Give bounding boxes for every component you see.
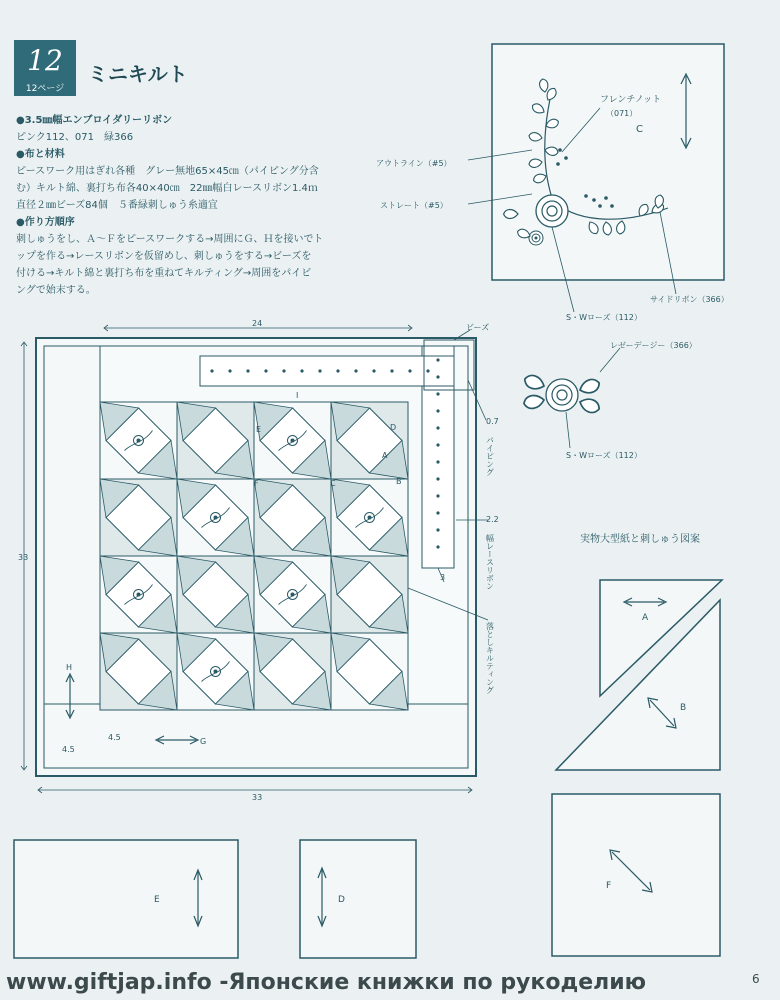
steps-heading: ●作り方順序: [16, 217, 75, 228]
quilting-label: 落としキルティング: [485, 622, 495, 694]
template-e: [14, 840, 238, 958]
bead-icon: [282, 369, 285, 372]
sw-rose-label-1: S・Wローズ（112）: [566, 313, 642, 322]
bead-icon: [408, 369, 411, 372]
dim-corner: 4.5: [62, 745, 75, 754]
side-ribbon-label: サイドリボン（366）: [650, 295, 729, 304]
bead-icon: [210, 369, 213, 372]
ribbon-heading: ●3.5㎜幅エンブロイダリーリボン: [16, 115, 173, 126]
sw-rose-label-2: S・Wローズ（112）: [566, 451, 642, 460]
box-c-label: C: [636, 124, 643, 135]
piece-label-e: E: [256, 425, 262, 434]
bead-icon: [436, 426, 439, 429]
templates-heading: 実物大型紙と刺しゅう図案: [580, 534, 700, 545]
dim-bottom: 33: [252, 793, 263, 802]
bead-icon: [436, 358, 439, 361]
page-number: 6: [752, 972, 760, 986]
piping-size: 0.7: [486, 417, 499, 426]
steps-line-3: 付ける→キルト綿と裏打ち布を重ねてキルティング→周囲をパイビ: [16, 268, 312, 279]
page-title: ミニキルト: [88, 62, 188, 86]
fabric-line-3: 直径２㎜ビーズ84個 ５番緑刺しゅう糸適宜: [16, 200, 218, 211]
fabric-heading: ●布と材料: [16, 149, 65, 160]
watermark-text: www.giftjap.info -Японские книжки по рукоделию: [6, 970, 647, 995]
label-g: G: [200, 737, 207, 746]
template-f: [552, 794, 720, 956]
template-d: [300, 840, 416, 958]
bead-icon: [264, 369, 267, 372]
bead-icon: [436, 443, 439, 446]
lazy-daisy-label: レゼーデージー（366）: [610, 341, 697, 350]
bead-icon: [436, 545, 439, 548]
outline-stitch-label: アウトライン（#5）: [376, 159, 452, 168]
pattern-number: 12: [14, 40, 76, 82]
steps-line-1: 刺しゅうをし、Ａ～Ｆをピースワークする→周囲にＧ、Ｈを接いでト: [16, 234, 324, 245]
dim-inner: 4.5: [108, 733, 121, 742]
piece-label-f: F: [254, 479, 259, 488]
template-f-label: F: [606, 881, 612, 891]
lace-label: 幅レースリボン: [485, 534, 495, 590]
bead-icon: [318, 369, 321, 372]
bead-icon: [300, 369, 303, 372]
lace-size: 2.2: [486, 515, 499, 524]
template-a-label: A: [642, 613, 649, 623]
steps-line-2: ップを作る→レースリボンを仮留めし、刺しゅうをする→ビーズを: [16, 251, 312, 262]
template-d-label: D: [338, 895, 345, 905]
dim-top: 24: [252, 319, 263, 328]
bead-icon: [436, 392, 439, 395]
straight-stitch-label: ストレート（#5）: [380, 201, 448, 210]
bead-icon: [436, 375, 439, 378]
lace-end: 3: [440, 573, 446, 582]
bead-icon: [436, 528, 439, 531]
steps-line-4: ングで始末する。: [16, 285, 96, 296]
bead-icon: [436, 460, 439, 463]
french-knot-label: フレンチノット: [600, 95, 662, 105]
bead-icon: [436, 511, 439, 514]
piece-label-b: B: [396, 477, 402, 486]
watermark-footer: [0, 966, 780, 1000]
bead-icon: [372, 369, 375, 372]
bead-icon: [336, 369, 339, 372]
embroidery-box-c: [468, 44, 724, 312]
fabric-line-2: む）キルト綿、裏打ち布各40×40㎝ 22㎜幅白レースリボン1.4ｍ: [16, 183, 318, 194]
bead-icon: [436, 409, 439, 412]
label-i: I: [296, 391, 299, 400]
bead-icon: [436, 477, 439, 480]
piece-label-d: D: [390, 423, 397, 432]
ribbon-colors: ピンク112、071 緑366: [16, 132, 134, 143]
dim-left: 33: [18, 553, 29, 562]
bead-icon: [426, 369, 429, 372]
fabric-line-1: ピースワーク用はぎれ各種 グレー無地65×45㎝（パイピング分含: [16, 166, 319, 177]
bead-icon: [246, 369, 249, 372]
piece-label-a: A: [382, 451, 388, 460]
rose-motif: [523, 348, 620, 448]
page-reference: 12ページ: [14, 82, 76, 96]
beads-label: ビーズ: [466, 323, 490, 332]
quilt-diagram: [21, 325, 488, 793]
bead-icon: [354, 369, 357, 372]
bead-icon: [390, 369, 393, 372]
template-e-label: E: [154, 895, 160, 905]
piece-label-c: C: [330, 479, 336, 488]
template-b-label: B: [680, 703, 687, 713]
french-knot-code: （071）: [606, 109, 638, 118]
bead-icon: [436, 494, 439, 497]
label-h: H: [66, 663, 73, 672]
piping-label: パイピング: [485, 436, 495, 476]
bead-icon: [228, 369, 231, 372]
